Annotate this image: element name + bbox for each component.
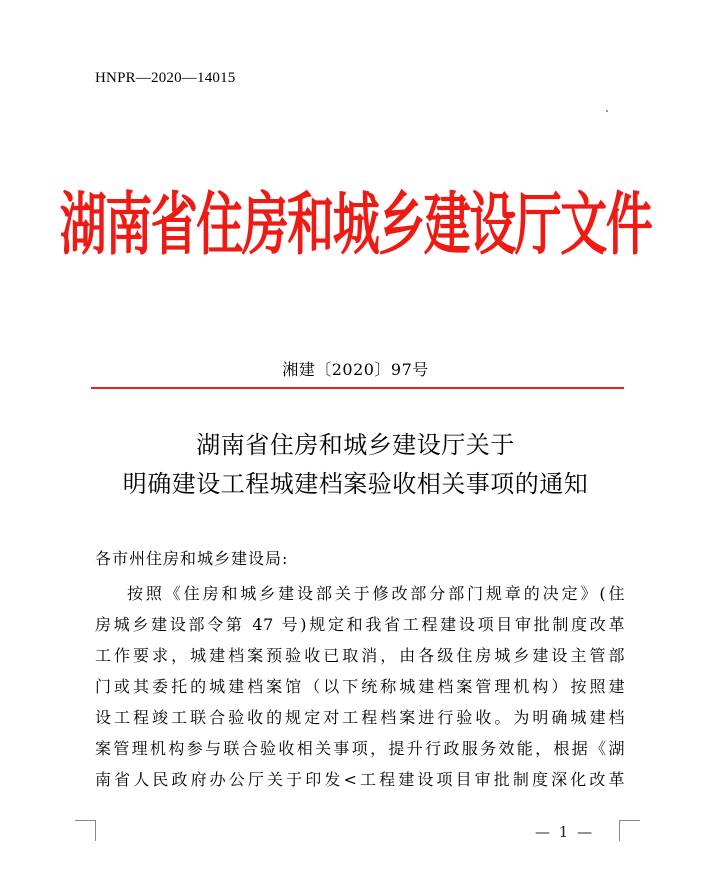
page-number: — 1 — <box>535 823 595 841</box>
body-line: 按照《住房和城乡建设部关于修改部分部门规章的决定》(住 <box>127 584 625 603</box>
notice-title-line-1: 湖南省住房和城乡建设厅关于 <box>196 431 515 459</box>
corner-mark <box>606 110 608 112</box>
document-code: HNPR—2020—14015 <box>95 70 236 86</box>
notice-title <box>0 426 711 504</box>
red-separator-line <box>91 387 624 389</box>
notice-title-line-2: 明确建设工程城建档案验收相关事项的通知 <box>122 470 589 498</box>
crop-mark-left <box>75 820 96 841</box>
body-line: 工作要求，城建档案预验收已取消，由各级住房城乡建设主管部 <box>95 646 625 665</box>
body-paragraph <box>95 578 625 795</box>
body-line: 南省人民政府办公厅关于印发<工程建设项目审批制度深化改革 <box>95 770 625 789</box>
issuer-header-title: 湖南省住房和城乡建设厅文件 <box>59 185 652 266</box>
salutation: 各市州住房和城乡建设局: <box>95 549 289 568</box>
body-line: 案管理机构参与联合验收相关事项，提升行政服务效能，根据《湖 <box>95 739 625 758</box>
body-line: 设工程竣工联合验收的规定对工程档案进行验收。为明确城建档 <box>95 708 625 727</box>
body-line: 房城乡建设部令第 47 号)规定和我省工程建设项目审批制度改革 <box>95 615 625 634</box>
crop-mark-right <box>619 820 640 841</box>
document-number: 湘建〔2020〕97号 <box>282 360 429 379</box>
body-line: 门或其委托的城建档案馆（以下统称城建档案管理机构）按照建 <box>95 677 625 696</box>
